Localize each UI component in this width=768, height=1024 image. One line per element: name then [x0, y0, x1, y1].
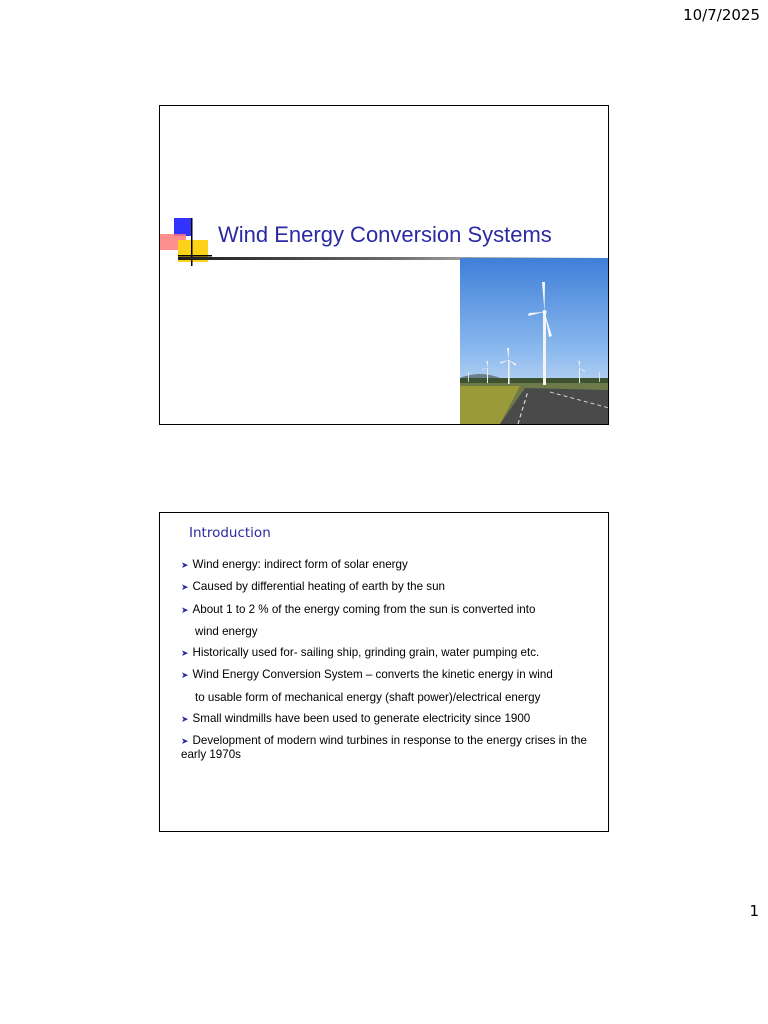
- list-item: [181, 642, 606, 664]
- arrow-bullet-icon: ➤: [181, 648, 189, 659]
- list-item-continuation: wind energy: [195, 624, 258, 638]
- title-decoration-icon: [160, 218, 220, 268]
- list-item: [181, 664, 606, 708]
- wind-turbines-photo: [460, 258, 609, 424]
- list-item-text: Wind energy: indirect form of solar energy: [192, 558, 408, 571]
- list-item-text: About 1 to 2 % of the energy coming from the sun is converted into: [192, 602, 536, 616]
- page-date: 10/7/2025: [683, 6, 760, 24]
- arrow-bullet-icon: ➤: [181, 670, 189, 681]
- list-item: [181, 599, 606, 643]
- list-item-text: Historically used for- sailing ship, grinding grain, water pumping etc.: [192, 646, 540, 660]
- list-item-text: Wind Energy Conversion System – converts the kinetic energy in wind: [192, 668, 553, 682]
- arrow-bullet-icon: ➤: [181, 714, 189, 725]
- list-item-text: Caused by differential heating of earth by the sun: [192, 580, 445, 594]
- arrow-bullet-icon: ➤: [181, 560, 189, 570]
- list-item-text: Small windmills have been used to generate electricity since 1900: [192, 712, 531, 726]
- arrow-bullet-icon: ➤: [181, 736, 189, 747]
- bullet-list: [181, 554, 606, 762]
- list-item: [181, 554, 606, 576]
- list-item-continuation: to usable form of mechanical energy (shaft power)/electrical energy: [195, 690, 541, 704]
- title-slide: [159, 105, 609, 425]
- arrow-bullet-icon: ➤: [181, 582, 189, 593]
- page-number: 1: [749, 902, 759, 920]
- list-item-text: Development of modern wind turbines in response to the energy crises in the early 1970s: [181, 734, 587, 762]
- list-item: [181, 576, 606, 598]
- list-item: [181, 734, 606, 762]
- section-heading: Introduction: [189, 525, 271, 541]
- list-item: [181, 708, 606, 730]
- slide-title: Wind Energy Conversion Systems: [218, 222, 552, 247]
- introduction-slide: [159, 512, 609, 832]
- arrow-bullet-icon: ➤: [181, 604, 189, 615]
